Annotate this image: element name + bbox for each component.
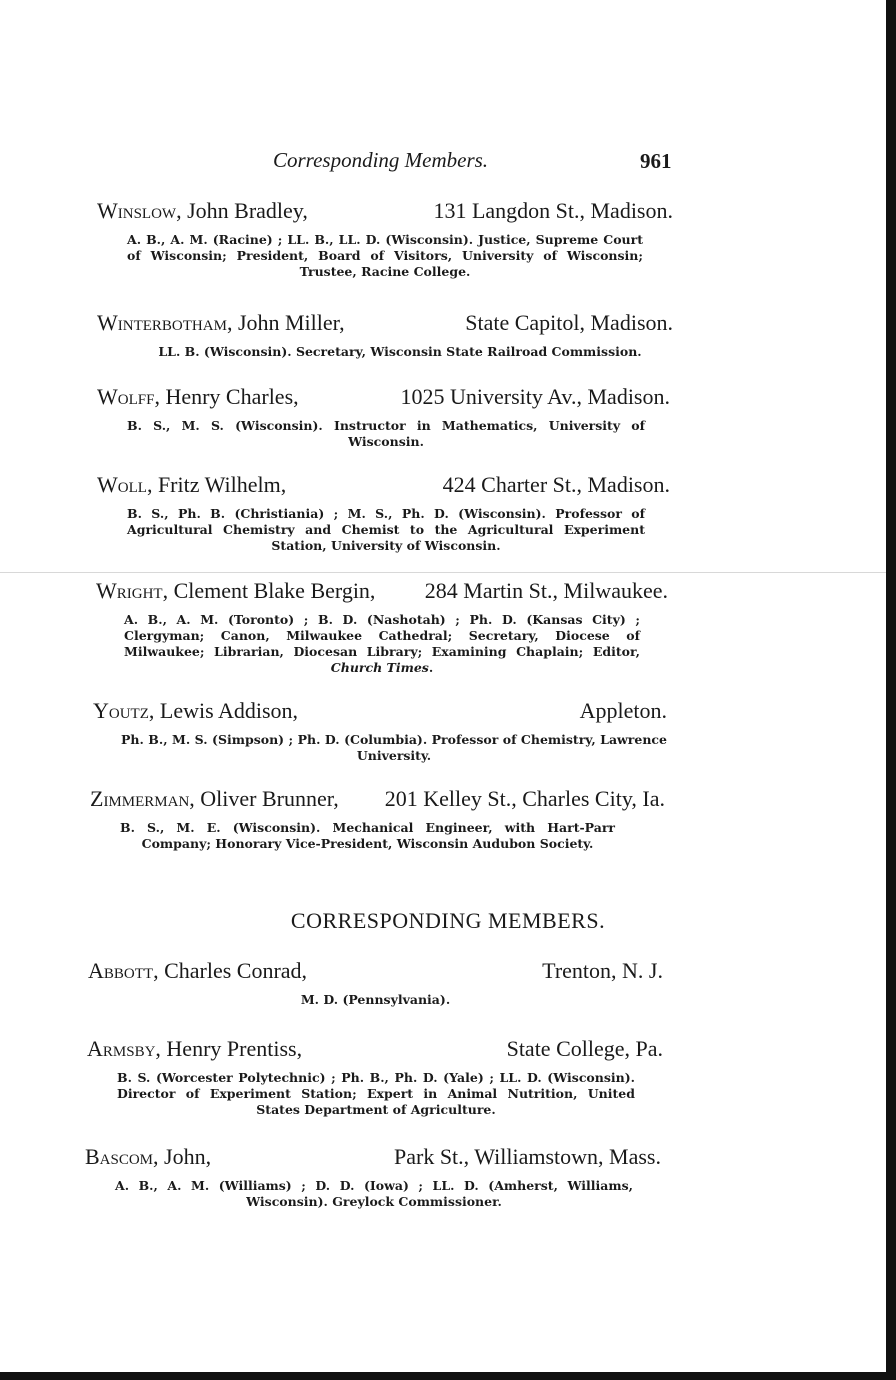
member-address: 424 Charter St., Madison.: [442, 472, 670, 497]
member-address: 1025 University Av., Madison.: [400, 384, 670, 409]
member-details: B. S. (Worcester Polytechnic) ; Ph. B., Ph. D. (Yale) ; LL. D. (Wisconsin). Director of Experiment Station; Expert in Animal Nutrition, United States Department of Agriculture.: [117, 1070, 635, 1117]
member-entry-armsby: [87, 1036, 663, 1118]
member-address: 131 Langdon St., Madison.: [433, 198, 673, 223]
member-entry-abbott: [88, 958, 663, 1008]
page-fold-line: [0, 572, 886, 573]
member-surname: Armsby: [87, 1036, 156, 1061]
member-entry-bascom: [85, 1144, 661, 1210]
member-details: M. D. (Pennsylvania).: [300, 992, 451, 1007]
member-surname: Winslow: [97, 198, 177, 223]
member-details: [124, 612, 640, 676]
section-heading: CORRESPONDING MEMBERS.: [290, 908, 606, 933]
details-text: A. B., A. M. (Toronto) ; B. D. (Nashotah) ; Ph. D. (Kansas City) ; Clergyman; Canon, Milwaukee Cathedral; Secretary, Diocese of Milwaukee; Librarian, Diocesan Library; Examining Chaplain; Editor,: [124, 612, 640, 659]
member-surname: Woll: [97, 472, 147, 497]
member-given-name: , Clement Blake Bergin,: [162, 578, 376, 603]
member-details: B. S., M. S. (Wisconsin). Instructor in Mathematics, University of Wisconsin.: [127, 418, 645, 449]
member-address: State College, Pa.: [506, 1036, 663, 1061]
member-entry-winterbotham: [97, 310, 673, 360]
member-address: Trenton, N. J.: [542, 958, 663, 983]
member-address: Appleton.: [579, 698, 667, 723]
member-address: Park St., Williamstown, Mass.: [394, 1144, 661, 1169]
member-entry-zimmerman: [90, 786, 665, 852]
member-given-name: , Henry Prentiss,: [155, 1036, 303, 1061]
member-entry-winslow: [97, 198, 673, 280]
member-address: State Capitol, Madison.: [465, 310, 673, 335]
member-entry-wolff: [97, 384, 670, 450]
member-surname: Wolff: [97, 384, 155, 409]
publication-title: Church Times: [330, 660, 429, 675]
member-given-name: , Lewis Addison,: [148, 698, 299, 723]
member-details: B. S., Ph. B. (Christiania) ; M. S., Ph. D. (Wisconsin). Professor of Agricultural Chemistry and Chemist to the Agricultural Experiment Station, University of Wisconsin.: [127, 506, 645, 553]
member-entry-wright: [96, 578, 668, 676]
member-address: 284 Martin St., Milwaukee.: [424, 578, 668, 603]
page-header: [0, 148, 896, 176]
member-given-name: , John,: [153, 1144, 212, 1169]
member-surname: Bascom: [85, 1144, 154, 1169]
scan-border-bottom: [0, 1372, 896, 1380]
member-given-name: , Fritz Wilhelm,: [146, 472, 287, 497]
member-details: A. B., A. M. (Williams) ; D. D. (Iowa) ; LL. D. (Amherst, Williams, Wisconsin). Greylock Commissioner.: [115, 1178, 633, 1209]
member-address: 201 Kelley St., Charles City, Ia.: [384, 786, 665, 811]
member-entry-youtz: [93, 698, 667, 764]
member-given-name: , Henry Charles,: [154, 384, 299, 409]
member-given-name: , John Bradley,: [176, 198, 308, 223]
scan-border-right: [886, 0, 896, 1380]
member-surname: Wright: [96, 578, 163, 603]
running-title: Corresponding Members.: [273, 148, 489, 172]
member-details: B. S., M. E. (Wisconsin). Mechanical Engineer, with Hart-Parr Company; Honorary Vice-President, Wisconsin Audubon Society.: [120, 820, 615, 851]
member-surname: Winterbotham: [97, 310, 227, 335]
member-details: Ph. B., M. S. (Simpson) ; Ph. D. (Columbia). Professor of Chemistry, Lawrence University.: [121, 732, 667, 763]
page-number: 961: [640, 149, 672, 173]
member-given-name: , Oliver Brunner,: [189, 786, 339, 811]
member-given-name: , John Miller,: [226, 310, 345, 335]
member-details: A. B., A. M. (Racine) ; LL. B., LL. D. (Wisconsin). Justice, Supreme Court of Wisconsin; President, Board of Visitors, University of Wisconsin; Trustee, Racine College.: [127, 232, 643, 279]
details-text-end: .: [428, 660, 434, 675]
member-surname: Youtz: [93, 698, 149, 723]
member-entry-woll: [97, 472, 670, 554]
member-surname: Abbott: [88, 958, 154, 983]
member-surname: Zimmerman: [90, 786, 190, 811]
member-details: LL. B. (Wisconsin). Secretary, Wisconsin State Railroad Commission.: [158, 344, 642, 359]
member-given-name: , Charles Conrad,: [153, 958, 308, 983]
